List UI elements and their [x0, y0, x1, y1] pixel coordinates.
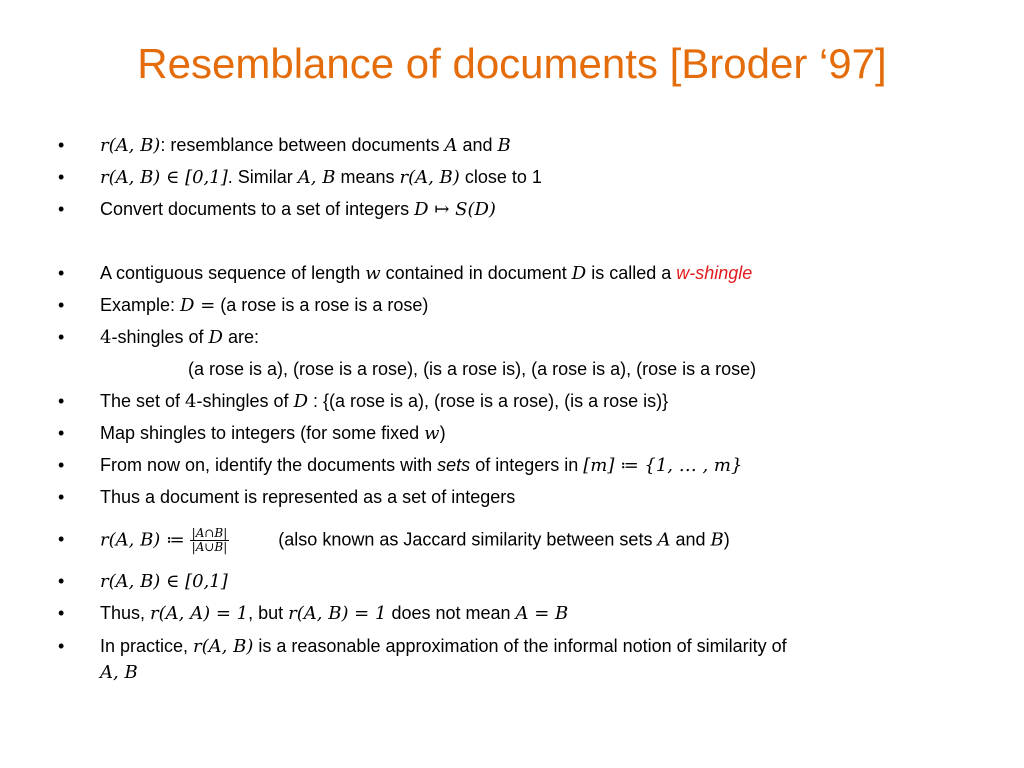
emphasis-text: sets [437, 455, 471, 475]
bullet-marker: • [58, 487, 65, 507]
math: 4 [100, 327, 112, 348]
math: B [497, 135, 511, 156]
text: means [335, 167, 400, 187]
bullet-marker: • [58, 135, 65, 155]
text: (a rose is a rose is a rose) [215, 295, 429, 315]
bullet-text [100, 325, 259, 350]
math: A [444, 135, 458, 156]
math: 4 [185, 391, 197, 412]
bullet-marker: • [58, 167, 65, 187]
math: D [571, 263, 587, 284]
text: does not mean [386, 603, 516, 623]
math: r(A, B) = 1 [288, 603, 387, 624]
math: r(A, A) = 1 [150, 603, 249, 624]
text: A contiguous sequence of length [100, 263, 366, 283]
text: are: [222, 327, 259, 347]
bullet-marker: • [58, 391, 65, 411]
text: Convert documents to a set of integers [100, 199, 415, 219]
bullet-text [100, 261, 752, 286]
math: r(A, B) [100, 135, 161, 156]
bullet-marker: • [58, 603, 65, 623]
text: From now on, identify the documents with [100, 455, 438, 475]
text: ) [439, 423, 446, 443]
text: and [670, 529, 711, 550]
text: close to 1 [459, 167, 542, 187]
math: [m] ≔ {1, … , m} [583, 455, 743, 476]
slide-title: Resemblance of documents [Broder ‘97] [137, 40, 887, 87]
math: w [424, 423, 440, 444]
text: -shingles of [196, 391, 294, 411]
math: r(A, B) ≔ [100, 529, 185, 551]
math: A, B [100, 662, 138, 683]
bullet-marker: • [58, 327, 65, 347]
bullet-text [100, 634, 787, 659]
text: , but [248, 603, 289, 623]
math: D = [180, 295, 216, 316]
math: r(A, B) [193, 636, 254, 657]
text: -shingles of [111, 327, 209, 347]
text: In practice, [100, 636, 194, 656]
math: r(A, B) ∈ [0,1] [100, 167, 228, 188]
math: r(A, B) [399, 167, 460, 188]
bullet-text [100, 421, 446, 446]
highlight-term: w-shingle [676, 263, 753, 283]
bullet-marker: • [58, 529, 65, 549]
text: The set of [100, 391, 186, 411]
math: B [710, 529, 724, 551]
fraction-numerator: |A∩B| [191, 526, 228, 540]
text: Example: [100, 295, 181, 315]
text: : resemblance between documents [160, 135, 445, 155]
bullet-text [100, 133, 511, 158]
text: Map shingles to integers (for some fixed [100, 423, 425, 443]
math: D [293, 391, 308, 412]
text: ) [723, 529, 730, 550]
text: of integers in [470, 455, 584, 475]
text: is a reasonable approximation of the informal notion of similarity of [253, 636, 787, 656]
text: . Similar [227, 167, 298, 187]
bullet-text [100, 569, 228, 594]
text: Thus, [100, 603, 151, 623]
math: r(A, B) ∈ [0,1] [100, 571, 228, 592]
bullet-marker: • [58, 263, 65, 283]
math: A [657, 529, 671, 551]
math: D [208, 327, 223, 348]
bullet-marker: • [58, 295, 65, 315]
math: w [365, 263, 381, 284]
text: : {(a rose is a), (rose is a rose), (is a rose is)} [308, 391, 669, 411]
bullet-text [100, 165, 542, 190]
bullet-text [100, 389, 668, 414]
text: and [457, 135, 498, 155]
bullet-marker: • [58, 423, 65, 443]
math: D ↦ S(D) [414, 199, 496, 220]
bullet-text [100, 453, 742, 478]
bullet-marker: • [58, 636, 65, 656]
bullet-continuation [100, 660, 138, 685]
bullet-text [100, 485, 515, 509]
fraction-denominator: |A∪B| [191, 540, 228, 554]
text: contained in document [380, 263, 572, 283]
jaccard-fraction [190, 527, 230, 554]
text: Thus a document is represented as a set of integers [100, 487, 516, 507]
text: (also known as Jaccard similarity between sets [278, 529, 658, 550]
math: A = B [515, 603, 569, 624]
text: is called a [586, 263, 677, 283]
math: A, B [297, 167, 336, 188]
bullet-text [100, 293, 428, 318]
bullet-marker: • [58, 571, 65, 591]
indented-line: (a rose is a), (rose is a rose), (is a rose is), (a rose is a), (rose is a rose) [188, 359, 757, 379]
bullet-marker: • [58, 455, 65, 475]
bullet-text [100, 601, 568, 626]
bullet-text [100, 527, 730, 554]
bullet-text [100, 197, 496, 222]
bullet-marker: • [58, 199, 65, 219]
